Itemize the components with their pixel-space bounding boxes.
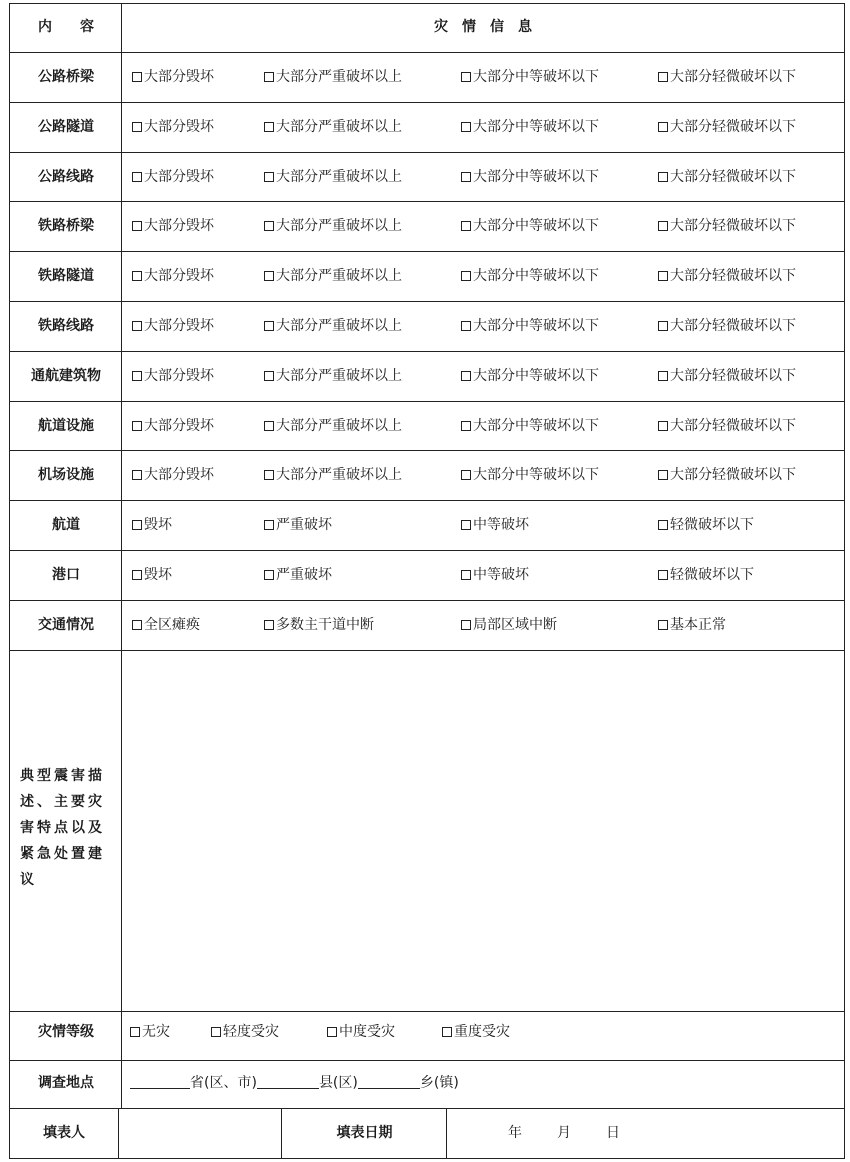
footer-divider-2 bbox=[281, 1108, 282, 1159]
row-divider bbox=[9, 201, 845, 202]
option-label: 大部分毁坏 bbox=[144, 417, 214, 434]
row-label: 公路隧道 bbox=[38, 118, 94, 135]
option-label: 多数主干道中断 bbox=[276, 616, 374, 633]
damage-option[interactable] bbox=[461, 366, 599, 386]
option-label: 大部分轻微破坏以下 bbox=[670, 467, 796, 484]
row-label: 交通情况 bbox=[38, 616, 94, 633]
damage-option[interactable] bbox=[658, 117, 796, 137]
checkbox-icon[interactable] bbox=[264, 321, 274, 331]
option-label: 大部分中等破坏以下 bbox=[473, 417, 599, 434]
disaster-level-option[interactable] bbox=[211, 1022, 279, 1042]
row-divider bbox=[9, 650, 845, 651]
checkbox-icon[interactable] bbox=[264, 122, 274, 132]
option-label: 大部分严重破坏以上 bbox=[276, 118, 402, 135]
option-label: 中等破坏 bbox=[473, 517, 529, 534]
damage-option[interactable] bbox=[461, 216, 599, 236]
checkbox-icon[interactable] bbox=[211, 1027, 221, 1037]
option-label: 大部分轻微破坏以下 bbox=[670, 417, 796, 434]
township-blank[interactable] bbox=[358, 1074, 420, 1089]
checkbox-icon[interactable] bbox=[658, 122, 668, 132]
option-label: 大部分严重破坏以上 bbox=[276, 318, 402, 334]
damage-option[interactable] bbox=[461, 416, 599, 436]
row-label: 航道设施 bbox=[38, 417, 94, 434]
option-label: 轻微破坏以下 bbox=[670, 517, 754, 534]
option-label: 大部分严重破坏以上 bbox=[276, 69, 402, 85]
checkbox-icon[interactable] bbox=[132, 271, 142, 281]
row-label: 航道 bbox=[52, 517, 80, 534]
checkbox-icon[interactable] bbox=[442, 1027, 452, 1037]
checkbox-icon[interactable] bbox=[658, 221, 668, 231]
damage-option[interactable] bbox=[132, 316, 214, 336]
row-label: 公路桥梁 bbox=[38, 69, 94, 85]
row-label: 港口 bbox=[52, 567, 80, 583]
checkbox-icon[interactable] bbox=[264, 520, 274, 530]
option-label: 大部分毁坏 bbox=[144, 69, 214, 85]
checkbox-icon[interactable] bbox=[658, 570, 668, 580]
checkbox-icon[interactable] bbox=[461, 470, 471, 480]
checkbox-icon[interactable] bbox=[264, 620, 274, 630]
damage-option[interactable] bbox=[461, 266, 599, 286]
damage-option[interactable] bbox=[658, 366, 796, 386]
checkbox-icon[interactable] bbox=[461, 520, 471, 530]
checkbox-icon[interactable] bbox=[658, 470, 668, 480]
day-label: 日 bbox=[606, 1125, 620, 1141]
county-blank[interactable] bbox=[257, 1074, 319, 1089]
damage-option[interactable] bbox=[658, 615, 726, 635]
checkbox-icon[interactable] bbox=[132, 570, 142, 580]
checkbox-icon[interactable] bbox=[264, 470, 274, 480]
damage-option[interactable] bbox=[658, 316, 796, 336]
damage-option[interactable] bbox=[264, 316, 402, 336]
checkbox-icon[interactable] bbox=[132, 620, 142, 630]
description-label: 典型震害描述、主要灾害特点以及紧急处置建议 bbox=[20, 768, 105, 888]
checkbox-icon[interactable] bbox=[658, 421, 668, 431]
row-divider bbox=[9, 52, 845, 53]
disaster-level-option[interactable] bbox=[130, 1022, 170, 1042]
label-column-divider bbox=[121, 3, 122, 1108]
option-label: 局部区域中断 bbox=[473, 616, 557, 633]
damage-option[interactable] bbox=[132, 266, 214, 286]
checkbox-icon[interactable] bbox=[264, 271, 274, 281]
option-label: 大部分轻微破坏以下 bbox=[670, 69, 796, 85]
damage-option[interactable] bbox=[132, 465, 214, 485]
row-label: 铁路桥梁 bbox=[38, 218, 94, 235]
row-divider bbox=[9, 450, 845, 451]
damage-option[interactable] bbox=[461, 167, 599, 187]
option-label: 大部分毁坏 bbox=[144, 218, 214, 235]
checkbox-icon[interactable] bbox=[461, 72, 471, 82]
row-divider bbox=[9, 251, 845, 252]
checkbox-icon[interactable] bbox=[658, 520, 668, 530]
option-label: 中等破坏 bbox=[473, 567, 529, 583]
row-label: 铁路线路 bbox=[38, 318, 94, 334]
row-divider bbox=[9, 1011, 845, 1012]
description-field[interactable] bbox=[124, 652, 842, 1008]
damage-option[interactable] bbox=[132, 416, 214, 436]
row-label: 铁路隧道 bbox=[38, 268, 94, 285]
damage-option[interactable] bbox=[461, 316, 599, 336]
checkbox-icon[interactable] bbox=[658, 620, 668, 630]
province-blank[interactable] bbox=[130, 1074, 190, 1089]
row-label: 公路线路 bbox=[38, 168, 94, 185]
damage-option[interactable] bbox=[264, 416, 402, 436]
damage-option[interactable] bbox=[132, 366, 214, 386]
damage-option[interactable] bbox=[264, 565, 332, 585]
damage-option[interactable] bbox=[461, 117, 599, 137]
damage-option[interactable] bbox=[264, 167, 402, 187]
damage-option[interactable] bbox=[461, 465, 599, 485]
checkbox-icon[interactable] bbox=[264, 421, 274, 431]
fill-date-label: 填表日期 bbox=[336, 1125, 393, 1141]
option-label: 大部分严重破坏以上 bbox=[276, 218, 402, 235]
damage-option[interactable] bbox=[264, 117, 402, 137]
damage-option[interactable] bbox=[132, 615, 200, 635]
checkbox-icon[interactable] bbox=[264, 72, 274, 82]
option-label: 大部分中等破坏以下 bbox=[473, 168, 599, 185]
option-label: 大部分中等破坏以下 bbox=[473, 69, 599, 85]
checkbox-icon[interactable] bbox=[132, 72, 142, 82]
checkbox-icon[interactable] bbox=[264, 172, 274, 182]
checkbox-icon[interactable] bbox=[461, 221, 471, 231]
checkbox-icon[interactable] bbox=[461, 570, 471, 580]
damage-option[interactable] bbox=[132, 117, 214, 137]
county-label: 县(区) bbox=[318, 1075, 358, 1091]
option-label: 轻度受灾 bbox=[223, 1024, 279, 1040]
damage-option[interactable] bbox=[658, 216, 796, 236]
checkbox-icon[interactable] bbox=[461, 321, 471, 331]
option-label: 大部分毁坏 bbox=[144, 318, 214, 334]
checkbox-icon[interactable] bbox=[132, 470, 142, 480]
checkbox-icon[interactable] bbox=[461, 620, 471, 630]
damage-option[interactable] bbox=[658, 465, 796, 485]
row-divider bbox=[9, 500, 845, 501]
option-label: 大部分中等破坏以下 bbox=[473, 118, 599, 135]
row-divider bbox=[9, 550, 845, 551]
row-divider bbox=[9, 1108, 845, 1109]
checkbox-icon[interactable] bbox=[461, 421, 471, 431]
damage-option[interactable] bbox=[264, 615, 374, 635]
row-divider bbox=[9, 600, 845, 601]
row-label: 机场设施 bbox=[38, 467, 94, 484]
option-label: 轻微破坏以下 bbox=[670, 567, 754, 583]
option-label: 大部分轻微破坏以下 bbox=[670, 168, 796, 185]
option-label: 大部分轻微破坏以下 bbox=[670, 118, 796, 135]
checkbox-icon[interactable] bbox=[132, 520, 142, 530]
checkbox-icon[interactable] bbox=[461, 371, 471, 381]
option-label: 大部分严重破坏以上 bbox=[276, 417, 402, 434]
option-label: 大部分中等破坏以下 bbox=[473, 268, 599, 285]
checkbox-icon[interactable] bbox=[327, 1027, 337, 1037]
damage-option[interactable] bbox=[132, 565, 172, 585]
damage-option[interactable] bbox=[658, 515, 754, 535]
option-label: 无灾 bbox=[142, 1024, 170, 1040]
damage-option[interactable] bbox=[264, 266, 402, 286]
survey-location-label: 调查地点 bbox=[38, 1075, 94, 1091]
checkbox-icon[interactable] bbox=[658, 72, 668, 82]
damage-option[interactable] bbox=[461, 67, 599, 87]
option-label: 大部分严重破坏以上 bbox=[276, 467, 402, 484]
checkbox-icon[interactable] bbox=[658, 371, 668, 381]
footer-divider-1 bbox=[118, 1108, 119, 1159]
survey-location-fields bbox=[130, 1073, 459, 1093]
option-label: 全区瘫痪 bbox=[144, 616, 200, 633]
checkbox-icon[interactable] bbox=[264, 570, 274, 580]
checkbox-icon[interactable] bbox=[132, 172, 142, 182]
option-label: 大部分毁坏 bbox=[144, 118, 214, 135]
row-divider bbox=[9, 401, 845, 402]
damage-option[interactable] bbox=[264, 216, 402, 236]
row-label: 通航建筑物 bbox=[31, 367, 101, 384]
damage-option[interactable] bbox=[658, 565, 754, 585]
damage-option[interactable] bbox=[461, 515, 529, 535]
damage-option[interactable] bbox=[264, 515, 332, 535]
row-divider bbox=[9, 152, 845, 153]
checkbox-icon[interactable] bbox=[132, 221, 142, 231]
damage-option[interactable] bbox=[132, 515, 172, 535]
damage-option[interactable] bbox=[461, 615, 557, 635]
damage-option[interactable] bbox=[132, 167, 214, 187]
checkbox-icon[interactable] bbox=[132, 371, 142, 381]
option-label: 大部分轻微破坏以下 bbox=[670, 218, 796, 235]
row-divider bbox=[9, 102, 845, 103]
checkbox-icon[interactable] bbox=[658, 271, 668, 281]
disaster-level-option[interactable] bbox=[442, 1022, 510, 1042]
option-label: 大部分严重破坏以上 bbox=[276, 268, 402, 285]
month-label: 月 bbox=[557, 1125, 571, 1141]
filler-label: 填表人 bbox=[43, 1125, 85, 1141]
checkbox-icon[interactable] bbox=[461, 122, 471, 132]
damage-option[interactable] bbox=[658, 167, 796, 187]
damage-option[interactable] bbox=[264, 366, 402, 386]
option-label: 大部分中等破坏以下 bbox=[473, 367, 599, 384]
damage-option[interactable] bbox=[658, 67, 796, 87]
damage-option[interactable] bbox=[264, 465, 402, 485]
option-label: 大部分轻微破坏以下 bbox=[670, 268, 796, 285]
checkbox-icon[interactable] bbox=[130, 1027, 140, 1037]
checkbox-icon[interactable] bbox=[132, 321, 142, 331]
option-label: 基本正常 bbox=[670, 616, 726, 633]
option-label: 重度受灾 bbox=[454, 1024, 510, 1040]
row-divider bbox=[9, 301, 845, 302]
row-divider bbox=[9, 351, 845, 352]
disaster-level-label: 灾情等级 bbox=[38, 1024, 94, 1040]
option-label: 毁坏 bbox=[144, 567, 172, 583]
option-label: 大部分毁坏 bbox=[144, 467, 214, 484]
province-label: 省(区、市) bbox=[190, 1075, 257, 1091]
checkbox-icon[interactable] bbox=[132, 122, 142, 132]
option-label: 大部分严重破坏以上 bbox=[276, 168, 402, 185]
option-label: 大部分毁坏 bbox=[144, 268, 214, 285]
checkbox-icon[interactable] bbox=[658, 172, 668, 182]
damage-option[interactable] bbox=[461, 565, 529, 585]
checkbox-icon[interactable] bbox=[461, 172, 471, 182]
option-label: 大部分轻微破坏以下 bbox=[670, 318, 796, 334]
checkbox-icon[interactable] bbox=[264, 371, 274, 381]
option-label: 严重破坏 bbox=[276, 517, 332, 534]
option-label: 大部分中等破坏以下 bbox=[473, 218, 599, 235]
row-divider bbox=[9, 1060, 845, 1061]
option-label: 大部分毁坏 bbox=[144, 367, 214, 384]
option-label: 毁坏 bbox=[144, 517, 172, 534]
damage-option[interactable] bbox=[132, 67, 214, 87]
damage-option[interactable] bbox=[132, 216, 214, 236]
damage-option[interactable] bbox=[264, 67, 402, 87]
option-label: 中度受灾 bbox=[339, 1024, 395, 1040]
year-label: 年 bbox=[508, 1125, 522, 1141]
damage-option[interactable] bbox=[658, 266, 796, 286]
option-label: 大部分毁坏 bbox=[144, 168, 214, 185]
checkbox-icon[interactable] bbox=[658, 321, 668, 331]
option-label: 大部分中等破坏以下 bbox=[473, 318, 599, 334]
option-label: 大部分轻微破坏以下 bbox=[670, 367, 796, 384]
option-label: 大部分严重破坏以上 bbox=[276, 367, 402, 384]
option-label: 大部分中等破坏以下 bbox=[473, 467, 599, 484]
disaster-level-option[interactable] bbox=[327, 1022, 395, 1042]
checkbox-icon[interactable] bbox=[264, 221, 274, 231]
damage-option[interactable] bbox=[658, 416, 796, 436]
checkbox-icon[interactable] bbox=[132, 421, 142, 431]
option-label: 严重破坏 bbox=[276, 567, 332, 583]
township-label: 乡(镇) bbox=[419, 1075, 459, 1091]
content-column-header: 内 容 bbox=[38, 19, 94, 35]
footer-divider-3 bbox=[446, 1108, 447, 1159]
checkbox-icon[interactable] bbox=[461, 271, 471, 281]
disaster-info-header: 灾 情 信 息 bbox=[434, 19, 532, 35]
